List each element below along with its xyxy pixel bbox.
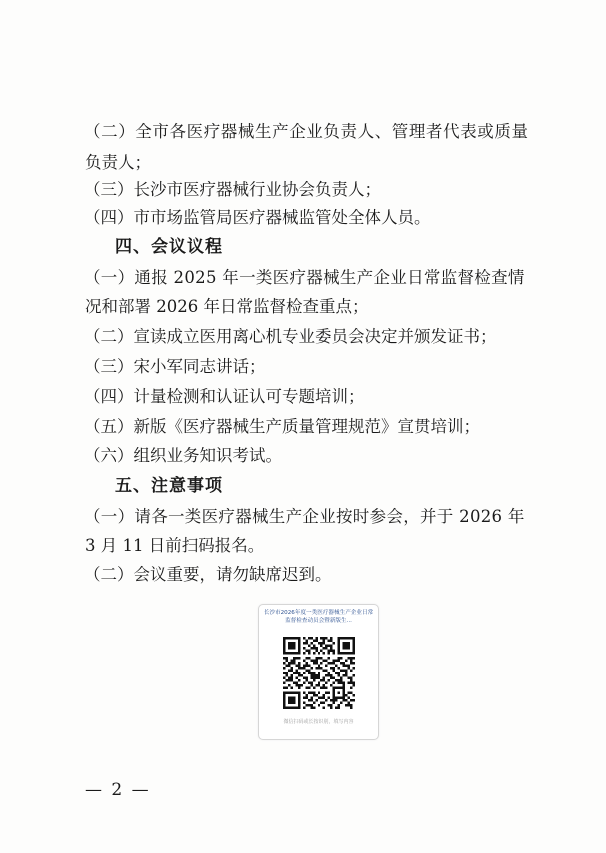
qr-code-icon[interactable]: [283, 637, 355, 709]
body-line: （四）计量检测和认证认可专题培训；: [84, 387, 365, 406]
body-line: （一）请各一类医疗器械生产企业按时参会，并于 2026 年: [84, 507, 525, 526]
qr-card-hint: 微信扫码或长按识别，填写内容: [283, 719, 354, 725]
body-line: 负责人；: [85, 153, 151, 172]
section-heading: 四、会议议程: [115, 237, 223, 257]
body-line: （四）市市场监管局医疗器械监管处全体人员。: [84, 208, 431, 227]
registration-qr-card[interactable]: [258, 604, 379, 740]
body-line: 况和部署 2026 年日常监督检查重点；: [85, 297, 369, 316]
body-line: （二）全市各医疗器械生产企业负责人、管理者代表或质量: [84, 122, 529, 141]
body-line: （一）通报 2025 年一类医疗器械生产企业日常监督检查情: [84, 268, 525, 287]
body-line: 3 月 11 日前扫码报名。: [85, 536, 265, 555]
body-line: （五）新版《医疗器械生产质量管理规范》宣贯培训；: [84, 417, 480, 436]
body-line: （六）组织业务知识考试。: [84, 446, 282, 465]
body-line: （二）宣读成立医用离心机专业委员会决定并颁发证书；: [84, 327, 497, 346]
section-heading: 五、注意事项: [115, 476, 223, 496]
body-line: （二）会议重要，请勿缺席迟到。: [84, 565, 332, 584]
body-line: （三）长沙市医疗器械行业协会负责人；: [84, 180, 381, 199]
body-line: （三）宋小军同志讲话；: [84, 357, 266, 376]
page-number: — 2 —: [85, 780, 151, 800]
qr-card-title: 长沙市2026年度一类医疗器械生产企业日常监督检查动员会暨新版生...: [263, 610, 374, 624]
